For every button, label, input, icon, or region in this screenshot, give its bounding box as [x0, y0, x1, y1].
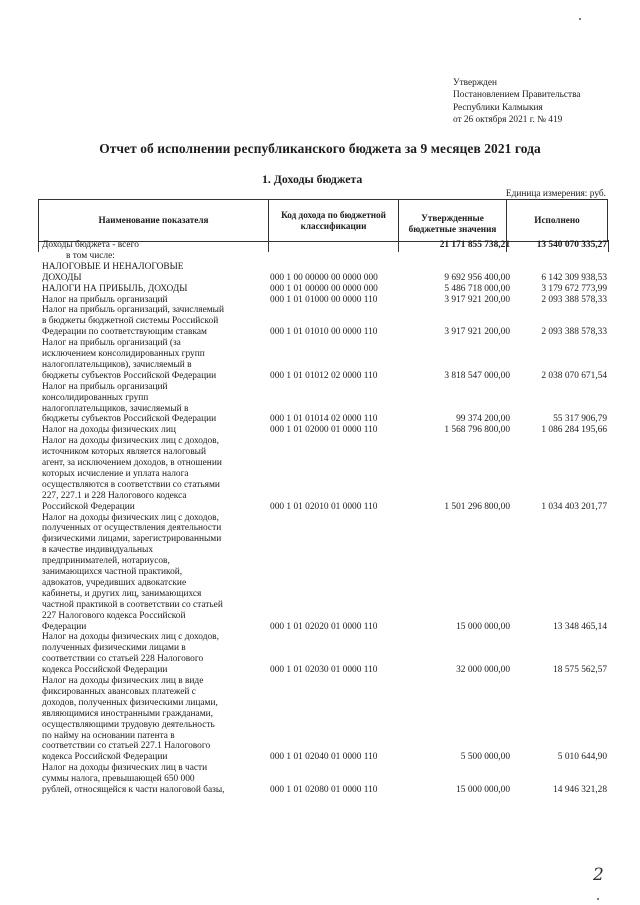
row-executed-value: 18 575 562,57: [553, 665, 607, 676]
row-name-line: Налог на доходы физических лиц с доходов,: [42, 512, 219, 523]
row-name-line: полученных физическими лицами в: [42, 643, 186, 654]
page-number: 2: [593, 865, 604, 885]
row-name: [42, 262, 274, 284]
row-code: 000 1 01 02020 01 0000 110: [270, 621, 378, 632]
row-name-line: источником которых является налоговый: [42, 447, 206, 458]
row-name-line: являющимися иностранными гражданами,: [42, 708, 213, 719]
row-name-line: 227, 227.1 и 228 Налогового кодекса: [42, 490, 187, 501]
row-name-line: соответствии со статьей 227.1 Налогового: [42, 741, 211, 752]
row-executed-value: 5 010 644,90: [557, 752, 607, 763]
row-name-line: Налог на доходы физических лиц: [42, 425, 176, 436]
header-approved: Утвержденные бюджетные значения: [398, 200, 506, 241]
row-executed-value: 55 317 906,79: [553, 414, 607, 425]
row-name-line: НАЛОГИ НА ПРИБЫЛЬ, ДОХОДЫ: [42, 283, 188, 294]
row-name-line: Налог на доходы физических лиц с доходов,: [42, 436, 219, 447]
row-name-line: консолидированных групп: [42, 392, 149, 403]
row-code: 000 1 01 01010 00 0000 110: [270, 327, 378, 338]
row-name-line: исключением консолидированных групп: [42, 349, 205, 359]
row-name-line: Налог на доходы физических лиц в виде: [42, 676, 204, 686]
row-approved-value: 32 000 000,00: [456, 665, 510, 676]
row-approved-value: 3 818 547 000,00: [444, 370, 510, 381]
row-name-line: ДОХОДЫ: [42, 272, 82, 283]
row-name-line: кабинеты, и других лиц, занимающихся: [42, 588, 202, 599]
row-approved-value: 9 692 956 400,00: [444, 272, 510, 283]
header-executed: Исполнено: [506, 200, 608, 241]
row-approved-value: 15 000 000,00: [456, 784, 510, 795]
row-name-line: частной практикой в соответствии со статьей: [42, 599, 223, 610]
row-name: [42, 338, 274, 382]
row-code: 000 1 01 02000 01 0000 110: [270, 425, 378, 436]
row-code: 000 1 01 02080 01 0000 110: [270, 784, 378, 795]
row-name-line: Налог на прибыль организаций: [42, 294, 168, 305]
row-code: 000 1 01 01014 02 0000 110: [270, 414, 378, 425]
row-approved-value: 21 171 855 738,21: [439, 240, 510, 250]
scan-speck: [579, 18, 581, 20]
row-name-line: налогоплательщиков, зачисляемый в: [42, 403, 189, 414]
row-name-line: осуществляющими трудовую деятельность: [42, 719, 215, 730]
row-name-line: 227 Налогового кодекса Российской: [42, 610, 186, 621]
row-code: 000 1 01 01000 00 0000 110: [270, 294, 378, 305]
row-name: [42, 382, 274, 426]
unit-label: Единица измерения: руб.: [505, 189, 606, 199]
row-name-line: в том числе:: [66, 250, 115, 261]
row-approved-value: 5 486 718 000,00: [444, 283, 510, 294]
row-name-line: Налог на доходы физических лиц в части: [42, 763, 208, 774]
scan-speck: [597, 898, 599, 900]
row-code: 000 1 01 00000 00 0000 000: [270, 283, 378, 294]
header-code: Код дохода по бюджетной классификации: [268, 200, 398, 241]
row-name-line: агент, за исключением доходов, в отношении: [42, 458, 222, 468]
row-executed-value: 14 946 321,28: [553, 784, 607, 795]
row-name: [42, 436, 274, 512]
row-name-line: НАЛОГОВЫЕ И НЕНАЛОГОВЫЕ: [42, 261, 184, 272]
row-name: [42, 305, 274, 338]
row-name-line: адвокатов, учредивших адвокатские: [42, 577, 187, 588]
approval-line: Республики Калмыкия: [453, 102, 543, 113]
row-name: [42, 513, 274, 633]
row-approved-value: 3 917 921 200,00: [444, 327, 510, 338]
row-executed-value: 2 038 070 671,54: [541, 370, 607, 381]
row-name: [42, 295, 274, 306]
row-name-line: Налог на прибыль организаций: [42, 381, 168, 392]
row-name-line: полученных от осуществления деятельности: [42, 523, 222, 534]
row-name-line: Налог на прибыль организаций (за: [42, 338, 181, 349]
row-name-line: Налог на прибыль организаций, зачисляемый: [42, 305, 224, 316]
row-executed-value: 13 540 070 335,27: [536, 240, 607, 250]
row-executed-value: 2 093 388 578,33: [541, 294, 607, 305]
header-name: Наименование показателя: [38, 200, 268, 241]
row-name-line: бюджеты субъектов Российской Федерации: [42, 414, 217, 425]
row-name-line: Налог на доходы физических лиц с доходов,: [42, 632, 219, 643]
row-name: [42, 763, 274, 796]
row-executed-value: 2 093 388 578,33: [541, 327, 607, 338]
row-approved-value: 99 374 200,00: [456, 414, 510, 425]
row-name: [42, 632, 274, 676]
row-executed-value: 1 086 284 195,66: [541, 425, 607, 436]
table-divider: [608, 240, 609, 252]
approval-line: Утвержден: [453, 78, 498, 88]
row-name: [42, 676, 274, 763]
row-name-line: осуществляются в соответствии со статьями: [42, 479, 220, 490]
row-executed-value: 13 348 465,14: [553, 621, 607, 632]
row-name-line: кодекса Российской Федерации: [42, 665, 168, 676]
row-name: [42, 251, 274, 262]
row-code: 000 1 01 01012 02 0000 110: [270, 370, 378, 381]
row-name-line: соответствии со статьей 228 Налогового: [42, 654, 204, 665]
row-executed-value: 6 142 309 938,53: [541, 272, 607, 283]
row-name: [42, 425, 274, 436]
row-approved-value: 15 000 000,00: [456, 621, 510, 632]
section-title: 1. Доходы бюджета: [262, 172, 363, 186]
row-name-line: бюджеты субъектов Российской Федерации: [42, 370, 217, 381]
row-name-line: которых исчисление и уплата налога: [42, 468, 189, 479]
row-name-line: Федерации: [42, 621, 87, 632]
row-executed-value: 1 034 403 201,77: [541, 501, 607, 512]
row-name-line: в качестве индивидуальных: [42, 545, 154, 556]
row-executed-value: 3 179 672 773,99: [541, 283, 607, 294]
row-name-line: доходов, полученных физическими лицами,: [42, 697, 218, 708]
row-code: 000 1 01 02010 01 0000 110: [270, 501, 378, 512]
row-name: [42, 240, 274, 251]
row-name: [42, 284, 274, 295]
row-name-line: занимающихся частной практикой,: [42, 567, 183, 578]
document-title: Отчет об исполнении республиканского бюджета за 9 месяцев 2021 года: [99, 141, 541, 156]
table-header: [38, 199, 608, 242]
row-name-line: фиксированных авансовых платежей с: [42, 686, 196, 697]
row-approved-value: 3 917 921 200,00: [444, 294, 510, 305]
table-divider: [38, 240, 39, 252]
row-name-line: физическими лицами, зарегистрированными: [42, 534, 222, 545]
row-name-line: в бюджеты бюджетной системы Российской: [42, 316, 219, 327]
table-divider: [398, 240, 399, 252]
row-name-line: Российской Федерации: [42, 501, 135, 512]
row-name-line: кодекса Российской Федерации: [42, 752, 168, 763]
row-name-line: суммы налога, превышающей 650 000: [42, 774, 195, 785]
row-approved-value: 5 500 000,00: [460, 752, 510, 763]
row-name-line: предпринимателей, нотариусов,: [42, 556, 170, 567]
row-code: 000 1 01 02030 01 0000 110: [270, 665, 378, 676]
row-name-line: налогоплательщиков), зачисляемый в: [42, 359, 192, 370]
approval-line: от 26 октября 2021 г. № 419: [453, 115, 563, 126]
row-approved-value: 1 501 296 800,00: [444, 501, 510, 512]
row-name-line: Доходы бюджета - всего: [42, 240, 139, 250]
row-name-line: по найму на основании патента в: [42, 730, 175, 741]
approval-line: Постановлением Правительства: [453, 90, 581, 101]
row-code: 000 1 01 02040 01 0000 110: [270, 752, 378, 763]
row-approved-value: 1 568 796 800,00: [444, 425, 510, 436]
row-code: 000 1 00 00000 00 0000 000: [270, 272, 378, 283]
row-name-line: Федерации по соответствующим ставкам: [42, 327, 207, 338]
row-name-line: рублей, относящейся к части налоговой базы,: [42, 785, 225, 795]
approval-block: [453, 77, 580, 127]
